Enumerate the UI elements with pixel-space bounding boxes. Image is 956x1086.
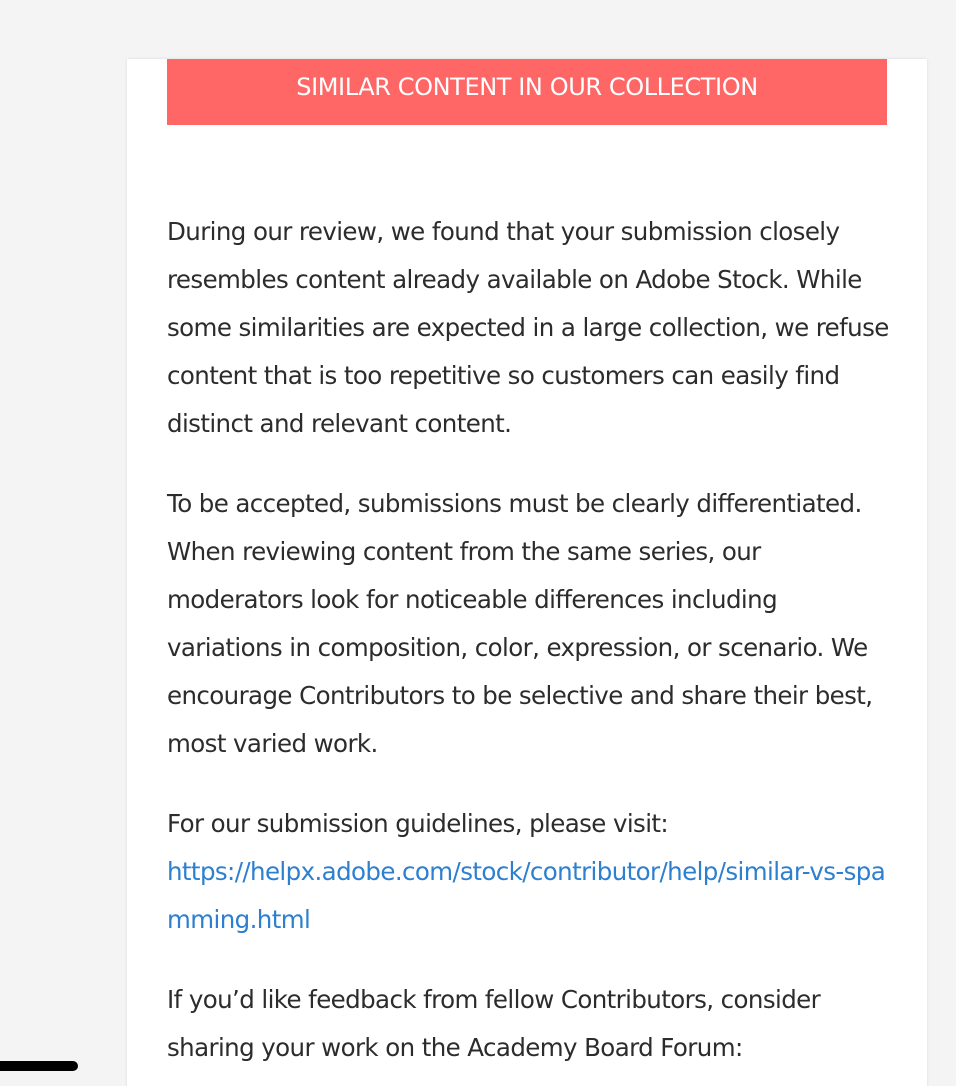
- acceptance-paragraph: To be accepted, submissions must be clearly differentiated. When reviewing content from the same series, our moderators look for noticeable differences including variations in composition, color, expression, or scenario. We encourage Contributors to be selective and share their best, most varied work.: [167, 489, 873, 758]
- guidelines-link[interactable]: https://helpx.adobe.com/stock/contributor/help/similar-vs-spamming.html: [167, 857, 886, 934]
- home-indicator: [0, 1061, 78, 1071]
- feedback-paragraph: If you’d like feedback from fellow Contributors, consider sharing your work on the Academy Board Forum:: [167, 985, 821, 1062]
- review-paragraph: During our review, we found that your submission closely resembles content already available on Adobe Stock. While some similarities are expected in a large collection, we refuse content that is too repetitive so customers can easily find distinct and relevant content.: [167, 217, 889, 438]
- guidelines-text: For our submission guidelines, please visit:: [167, 809, 669, 838]
- message-body: [167, 208, 897, 1086]
- banner-title: SIMILAR CONTENT IN OUR COLLECTION: [296, 73, 758, 101]
- guidelines-paragraph: [167, 800, 897, 944]
- email-card: [127, 59, 927, 1086]
- section-banner: [167, 59, 887, 125]
